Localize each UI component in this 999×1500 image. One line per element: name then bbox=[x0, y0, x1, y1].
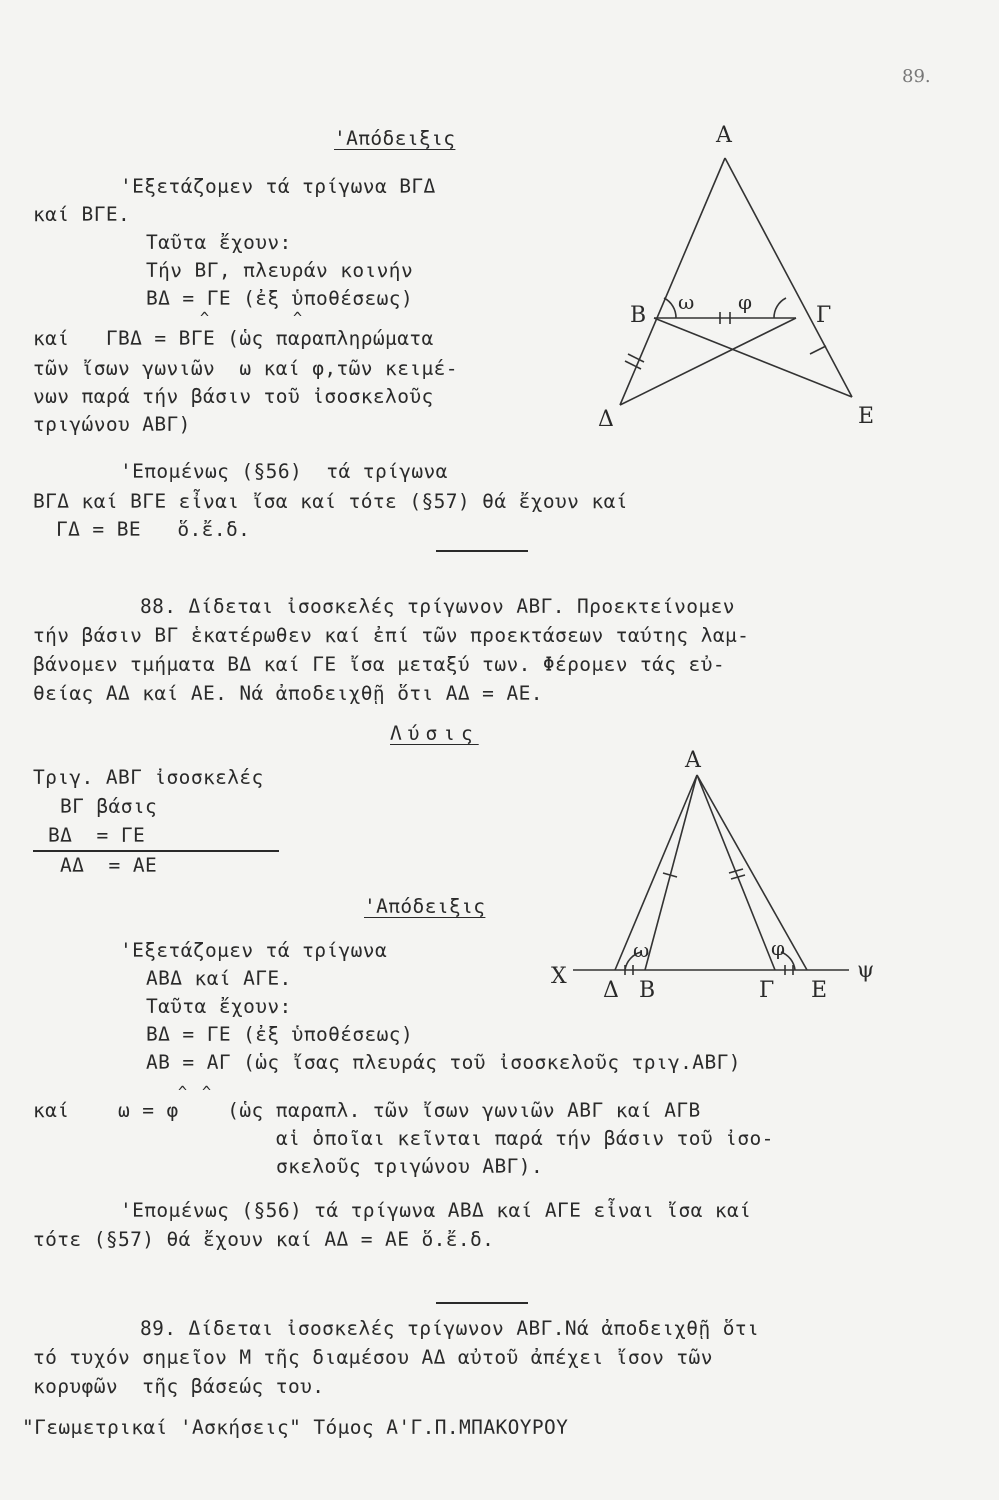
proof-line: Ταῦτα ἔχουν: bbox=[146, 231, 292, 254]
proof-line: ΒΔ = ΓΕ (ἐξ ὑποθέσεως) bbox=[146, 1023, 414, 1046]
footer-citation: "Γεωμετρικαί 'Ασκήσεις" Τόμος Α'Γ.Π.ΜΠΑΚΟΥΡΟΥ bbox=[22, 1416, 569, 1439]
proof-heading: 'Απόδειξις bbox=[364, 895, 486, 918]
problem-statement-line: τό τυχόν σημεῖον Μ τῆς διαμέσου ΑΔ αὐτοῦ ἀπέχει ἴσον τῶν bbox=[33, 1346, 713, 1369]
label-D: Δ bbox=[603, 978, 619, 1003]
angle-hat-mark: ^ bbox=[200, 309, 210, 327]
angle-hat-mark: ^ bbox=[293, 309, 303, 327]
proof-line: Τήν ΒΓ, πλευράν κοινήν bbox=[146, 259, 414, 282]
label-D: Δ bbox=[598, 407, 614, 432]
proof-line: ΒΔ = ΓΕ (ἐξ ὑποθέσεως) bbox=[146, 287, 414, 310]
proof-line: αἱ ὁποῖαι κεῖνται παρά τήν βάσιν τοῦ ἰσο- bbox=[276, 1127, 774, 1150]
proof-heading: 'Απόδειξις bbox=[334, 127, 456, 150]
segment-A-G bbox=[697, 775, 775, 970]
label-phi: φ bbox=[738, 290, 753, 314]
triangle-figure-1 bbox=[580, 110, 880, 440]
to-prove-line: ΑΔ = ΑΕ bbox=[60, 854, 158, 877]
label-A: Α bbox=[685, 748, 701, 773]
segment-A-E bbox=[697, 775, 807, 970]
proof-line: νων παρά τήν βάσιν τοῦ ἰσοσκελοῦς bbox=[33, 385, 434, 408]
proof-line: σκελοῦς τριγώνου ΑΒΓ). bbox=[276, 1155, 544, 1178]
angle-hat-mark: ^ bbox=[178, 1083, 188, 1101]
segment-B-E bbox=[654, 318, 852, 397]
proof-line: 'Εξετάζομεν τά τρίγωνα ΒΓΔ bbox=[120, 175, 436, 198]
segment-D-G bbox=[620, 318, 796, 405]
problem-statement-line: 89. Δίδεται ἰσοσκελές τρίγωνον ΑΒΓ.Νά ἀποδειχθῇ ὅτι bbox=[140, 1317, 760, 1340]
proof-line: ΒΓΔ καί ΒΓΕ εἶναι ἴσα καί τότε (§57) θά ἔχουν καί bbox=[33, 490, 628, 513]
proof-line: 'Επομένως (§56) τά τρίγωνα bbox=[120, 460, 448, 483]
proof-conclusion: ΓΔ = ΒΕ ὅ.ἔ.δ. bbox=[56, 518, 251, 541]
section-divider bbox=[436, 550, 528, 552]
segment-A-D bbox=[620, 158, 725, 405]
solution-heading: Λύσις bbox=[390, 722, 479, 745]
problem-statement-line: κορυφῶν τῆς βάσεώς του. bbox=[33, 1375, 325, 1398]
proof-line: τριγώνου ΑΒΓ) bbox=[33, 413, 191, 436]
given-line: ΒΓ βάσις bbox=[60, 795, 158, 818]
given-line: ΒΔ = ΓΕ bbox=[48, 824, 146, 847]
segment-A-E bbox=[725, 158, 852, 397]
proof-line: 'Εξετάζομεν τά τρίγωνα bbox=[120, 939, 388, 962]
proof-conclusion: τότε (§57) θά ἔχουν καί ΑΔ = ΑΕ ὅ.ἔ.δ. bbox=[33, 1228, 495, 1251]
label-omega: ω bbox=[633, 938, 650, 962]
label-phi: φ bbox=[771, 936, 786, 960]
angle-arc-omega bbox=[664, 298, 676, 318]
angle-hat-mark: ^ bbox=[202, 1083, 212, 1101]
label-psi: ψ bbox=[857, 958, 875, 983]
given-line: Τριγ. ΑΒΓ ἰσοσκελές bbox=[33, 766, 264, 789]
proof-line: τῶν ἴσων γωνιῶν ω καί φ,τῶν κειμέ- bbox=[33, 357, 458, 380]
angle-arc-phi bbox=[774, 298, 786, 318]
proof-line: καί ΓΒΔ = ΒΓΕ (ὡς παραπληρώματα bbox=[33, 327, 434, 350]
label-X: Χ bbox=[551, 964, 567, 989]
given-divider bbox=[33, 850, 279, 852]
proof-line: ΑΒ = ΑΓ (ὡς ἴσας πλευράς τοῦ ἰσοσκελοῦς τριγ.ΑΒΓ) bbox=[146, 1051, 741, 1074]
label-G: Γ bbox=[816, 303, 832, 328]
label-A: Α bbox=[716, 123, 732, 148]
segment-A-D bbox=[615, 775, 697, 970]
segment-A-B bbox=[645, 775, 697, 970]
equal-tick bbox=[810, 346, 826, 354]
proof-line: ΑΒΔ καί ΑΓΕ. bbox=[146, 967, 292, 990]
label-E: Ε bbox=[858, 404, 875, 429]
label-omega: ω bbox=[678, 290, 695, 314]
label-G: Γ bbox=[759, 978, 775, 1003]
problem-statement-line: τήν βάσιν ΒΓ ἑκατέρωθεν καί ἐπί τῶν προεκτάσεων ταύτης λαμ- bbox=[33, 624, 750, 647]
triangle-figure-2 bbox=[545, 745, 885, 1005]
problem-statement-line: θείας ΑΔ καί ΑΕ. Νά ἀποδειχθῇ ὅτι ΑΔ = ΑΕ. bbox=[33, 682, 543, 705]
section-divider bbox=[436, 1302, 528, 1304]
problem-statement-line: 88. Δίδεται ἰσοσκελές τρίγωνον ΑΒΓ. Προεκτείνομεν bbox=[140, 595, 735, 618]
proof-line: Ταῦτα ἔχουν: bbox=[146, 995, 292, 1018]
label-B: Β bbox=[639, 978, 656, 1003]
proof-line: καί ω = φ (ὡς παραπλ. τῶν ἴσων γωνιῶν ΑΒΓ καί ΑΓΒ bbox=[33, 1099, 701, 1122]
label-B: Β bbox=[630, 303, 647, 328]
page-number: 89. bbox=[902, 66, 931, 87]
proof-line: καί ΒΓΕ. bbox=[33, 203, 131, 226]
problem-statement-line: βάνομεν τμήματα ΒΔ καί ΓΕ ἴσα μεταξύ των. Φέρομεν τάς εὐ- bbox=[33, 653, 725, 676]
label-E: Ε bbox=[811, 978, 828, 1003]
proof-line: 'Επομένως (§56) τά τρίγωνα ΑΒΔ καί ΑΓΕ εἶναι ἴσα καί bbox=[120, 1199, 752, 1222]
